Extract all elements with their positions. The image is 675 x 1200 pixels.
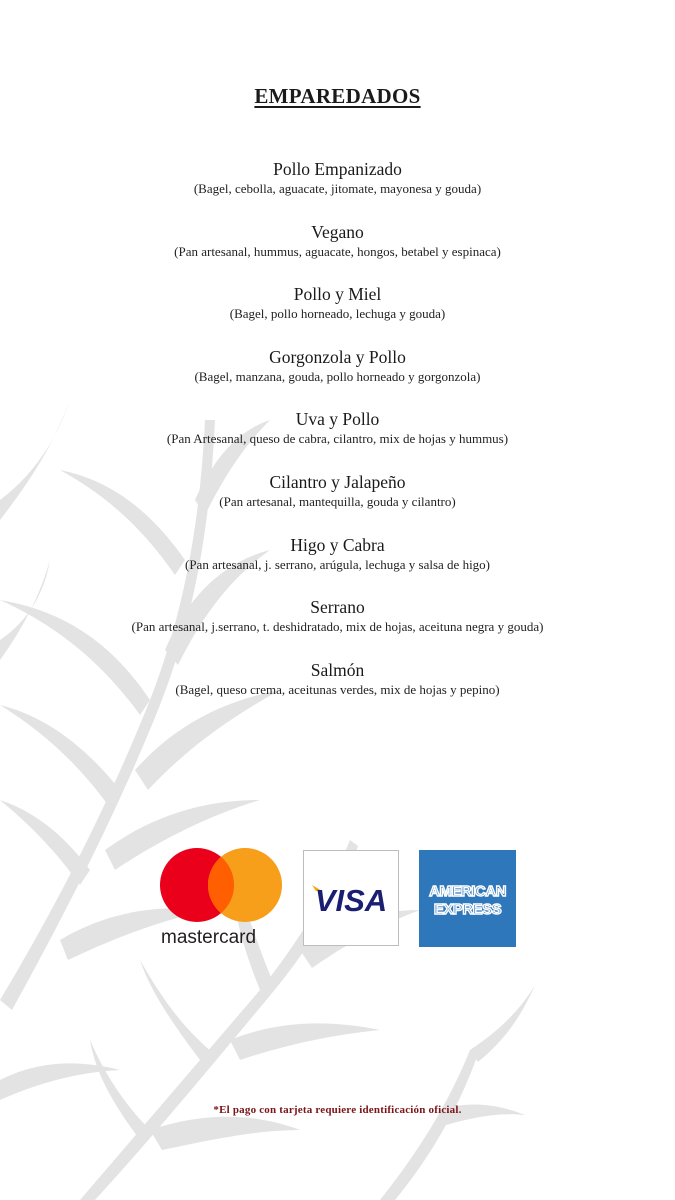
item-description: (Pan artesanal, mantequilla, gouda y cilantro) [219,493,456,509]
payment-note: *El pago con tarjeta requiere identificación oficial. [213,1104,462,1116]
menu-item [0,534,675,597]
item-description: (Bagel, cebolla, aguacate, jitomate, mayonesa y gouda) [193,181,482,196]
visa-logo [304,851,398,945]
menu-item [0,659,675,722]
item-description: (Pan Artesanal, queso de cabra, cilantro, mix de hojas y hummus) [166,431,509,447]
item-description: (Bagel, pollo horneado, lechuga y gouda) [229,306,446,322]
page-title: EMPAREDADOS [254,84,421,108]
menu-item [0,283,675,346]
amex-line2: EXPRESS [433,901,502,918]
item-name: Cilantro y Jalapeño [269,471,406,492]
mastercard-logo [157,845,287,949]
item-description: (Bagel, manzana, gouda, pollo horneado y gorgonzola) [194,368,481,384]
menu-item [0,408,675,471]
item-name: Salmón [310,659,365,680]
mastercard-wordmark: mastercard [161,927,257,948]
menu-list [0,158,675,721]
payment-cards [157,845,527,955]
visa-card [303,850,399,946]
menu-item [0,221,675,284]
item-name: Vegano [311,221,364,242]
menu-item [0,596,675,659]
item-name: Gorgonzola y Pollo [269,346,406,367]
menu-item [0,471,675,534]
amex-logo [419,850,516,947]
menu-item [0,346,675,409]
item-description: (Bagel, queso crema, aceitunas verdes, mix de hojas y pepino) [175,681,500,697]
item-description: (Pan artesanal, j.serrano, t. deshidratado, mix de hojas, aceituna negra y gouda) [131,619,544,635]
item-description: (Pan artesanal, j. serrano, arúgula, lechuga y salsa de higo) [184,556,491,572]
item-name: Pollo Empanizado [273,159,402,179]
item-name: Higo y Cabra [290,534,385,555]
amex-line1: AMERICAN [429,883,506,900]
item-name: Pollo y Miel [293,284,382,305]
menu-item [0,158,675,221]
item-name: Serrano [310,597,365,618]
item-description: (Pan artesanal, hummus, aguacate, hongos, betabel y espinaca) [174,243,501,259]
visa-wordmark: VISA [314,883,388,918]
item-name: Uva y Pollo [295,409,380,430]
